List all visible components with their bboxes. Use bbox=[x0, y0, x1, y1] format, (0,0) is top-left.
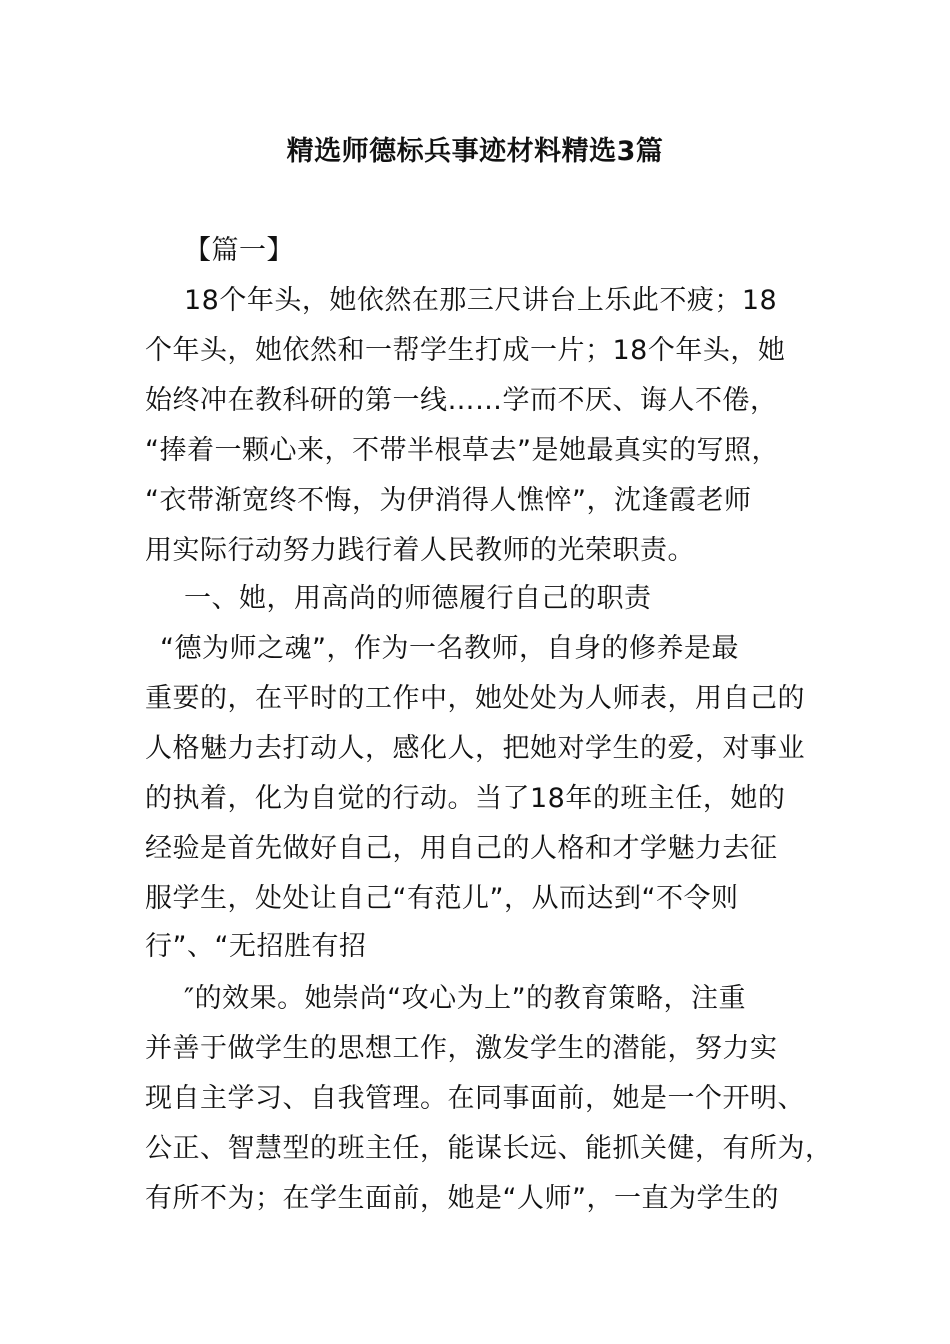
paragraph-line: 行”、“无招胜有招 bbox=[145, 931, 367, 962]
paragraph-line: 并善于做学生的思想工作，激发学生的潜能，努力实 bbox=[145, 1033, 778, 1064]
paragraph-line: 始终冲在教科研的第一线……学而不厌、诲人不倦， bbox=[145, 385, 778, 416]
document-title: 精选师德标兵事迹材料精选3篇 bbox=[286, 136, 664, 167]
paragraph-line: 经验是首先做好自己，用自己的人格和才学魅力去征 bbox=[145, 833, 778, 864]
paragraph-line: 现自主学习、自我管理。在同事面前，她是一个开明、 bbox=[145, 1083, 805, 1114]
section-heading: 【篇一】 bbox=[184, 235, 294, 266]
paragraph-line: “捧着一颗心来，不带半根草去”是她最真实的写照， bbox=[145, 435, 779, 466]
paragraph-line: “衣带渐宽终不悔，为伊消得人憔悴”，沈逢霞老师 bbox=[145, 485, 752, 516]
subheading: 一、她，用高尚的师德履行自己的职责 bbox=[184, 583, 652, 614]
paragraph-line: 用实际行动努力践行着人民教师的光荣职责。 bbox=[145, 535, 695, 566]
paragraph-line: “德为师之魂”，作为一名教师，自身的修养是最 bbox=[160, 633, 739, 664]
paragraph-line: 有所不为；在学生面前，她是“人师”，一直为学生的 bbox=[145, 1183, 779, 1214]
paragraph-line: 的执着，化为自觉的行动。当了18年的班主任，她的 bbox=[145, 783, 786, 814]
paragraph-line: 重要的，在平时的工作中，她处处为人师表，用自己的 bbox=[145, 683, 805, 714]
paragraph-line: 服学生，处处让自己“有范儿”，从而达到“不令则 bbox=[145, 883, 739, 914]
paragraph-line: ″的效果。她崇尚“攻心为上”的教育策略，注重 bbox=[184, 983, 747, 1014]
paragraph-line: 人格魅力去打动人，感化人，把她对学生的爱，对事业 bbox=[145, 733, 805, 764]
paragraph-line: 个年头，她依然和一帮学生打成一片；18个年头，她 bbox=[145, 335, 786, 366]
paragraph-line: 18个年头，她依然在那三尺讲台上乐此不疲；18 bbox=[184, 285, 778, 316]
paragraph-line: 公正、智慧型的班主任，能谋长远、能抓关健，有所为， bbox=[145, 1133, 833, 1164]
